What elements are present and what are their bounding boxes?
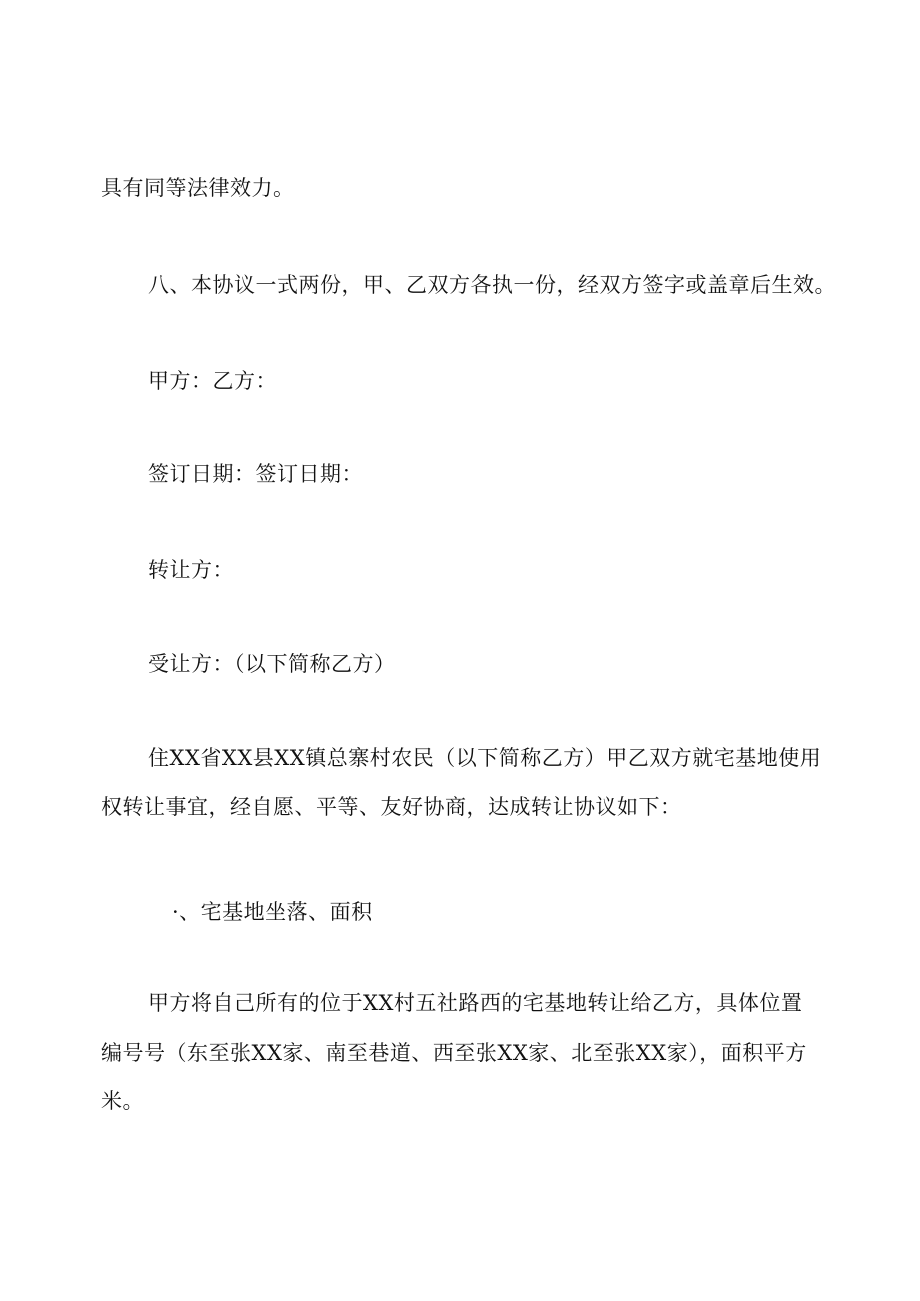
transferee-line: 受让方：（以下简称乙方） bbox=[148, 652, 396, 676]
paragraph-location-line-3: 米。 bbox=[101, 1089, 144, 1113]
paragraph-intro-line-2: 权转让事宜，经自愿、平等、友好协商，达成转让协议如下： bbox=[101, 795, 682, 819]
paragraph-location-line-1: 甲方将自己所有的位于XX村五社路西的宅基地转让给乙方，具体位置 bbox=[148, 991, 803, 1015]
transferor-line: 转让方： bbox=[148, 558, 234, 582]
paragraph-intro-line-1: 住XX省XX县XX镇总寨村农民（以下简称乙方）甲乙双方就宅基地使用 bbox=[148, 746, 822, 770]
section-heading-location-area: ·、宅基地坐落、面积 bbox=[172, 900, 373, 924]
paragraph-location-line-2: 编号号（东至张XX家、南至巷道、西至张XX家、北至张XX家），面积平方 bbox=[101, 1041, 807, 1065]
paragraph-legal-effect: 具有同等法律效力。 bbox=[101, 176, 295, 200]
party-a-b-signature-line: 甲方：乙方： bbox=[148, 369, 277, 393]
paragraph-clause-eight: 八、本协议一式两份，甲、乙双方各执一份，经双方签字或盖章后生效。 bbox=[148, 273, 836, 297]
signing-date-line: 签订日期：签订日期： bbox=[148, 462, 363, 486]
